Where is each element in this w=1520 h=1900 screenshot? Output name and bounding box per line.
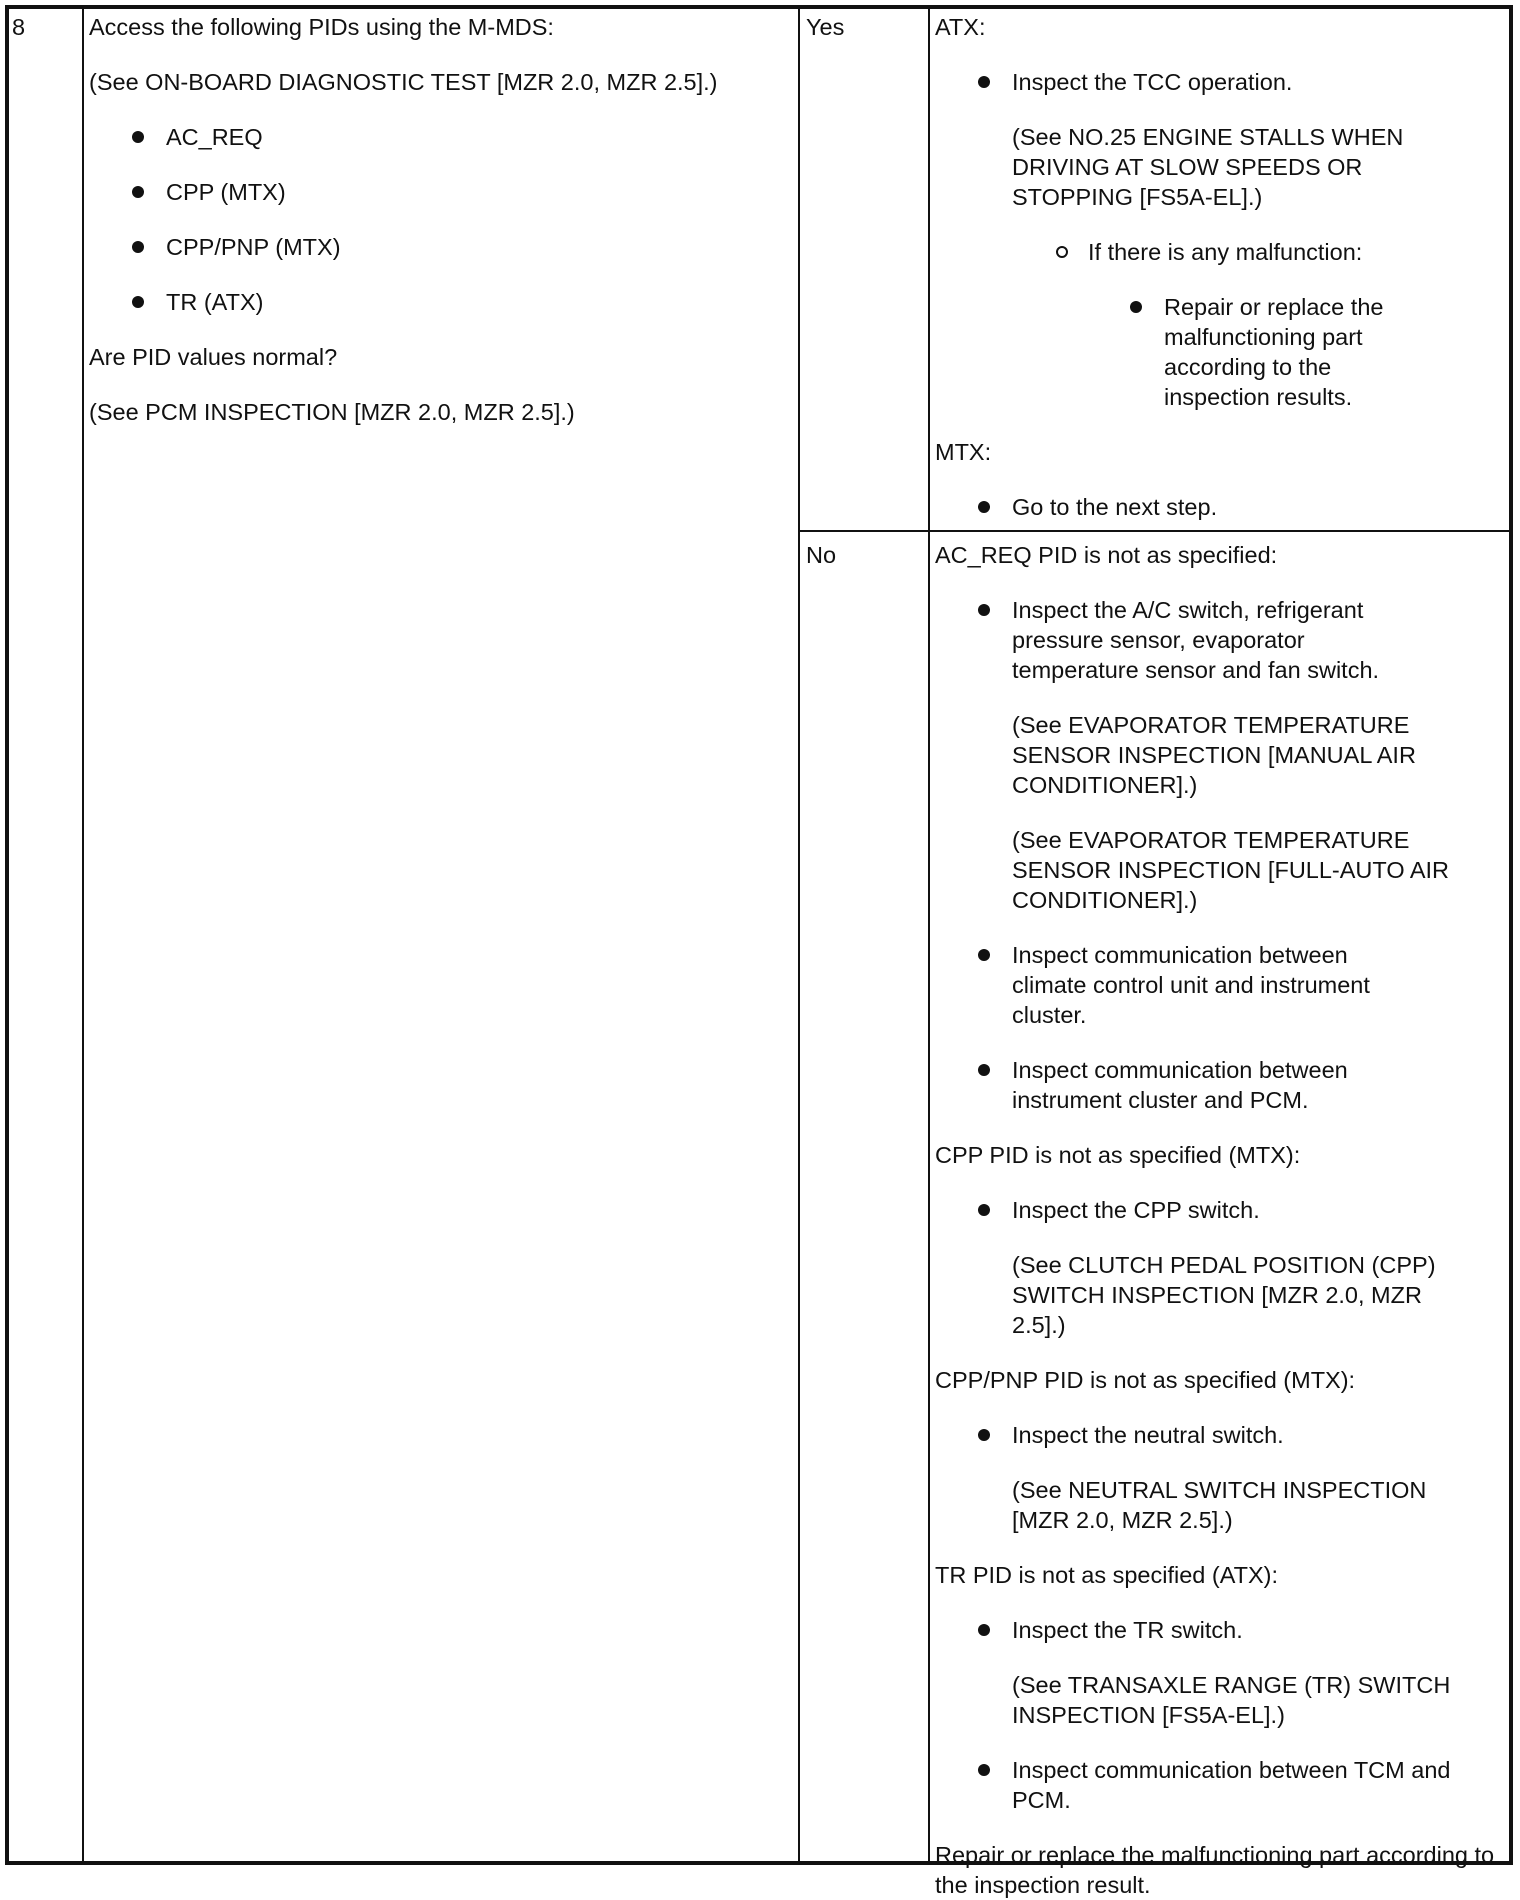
question-cell (89, 12, 789, 452)
acreq-heading: AC_REQ PID is not as specified: (935, 542, 1278, 568)
pid-item: CPP (MTX) (89, 177, 789, 207)
bullet-icon (1130, 301, 1142, 313)
question-ref-pcm: (See PCM INSPECTION [MZR 2.0, MZR 2.5].) (89, 399, 575, 425)
yes-label: Yes (806, 14, 845, 40)
final-action: Repair or replace the malfunctioning part according to the inspection result. (935, 1842, 1495, 1898)
acreq-ref-manual: (See EVAPORATOR TEMPERATURE SENSOR INSPECTION [MANUAL AIR CONDITIONER].) (1012, 712, 1416, 798)
bullet-icon (978, 1764, 990, 1776)
atx-bullet: Inspect the TCC operation. (935, 67, 1507, 97)
cpp-reference: (See CLUTCH PEDAL POSITION (CPP) SWITCH INSPECTION [MZR 2.0, MZR 2.5].) (1012, 1252, 1436, 1338)
tr-bullet-comm: Inspect communication between TCM and PCM. (935, 1755, 1507, 1815)
step-number: 8 (12, 14, 26, 40)
cpppnp-bullet: Inspect the neutral switch. (935, 1420, 1507, 1450)
no-action-cell (935, 540, 1507, 1900)
bullet-icon (132, 186, 144, 198)
no-label: No (806, 542, 837, 568)
acreq-ref-fullauto: (See EVAPORATOR TEMPERATURE SENSOR INSPECTION [FULL-AUTO AIR CONDITIONER].) (1012, 827, 1450, 913)
column-divider-1 (82, 5, 84, 1865)
bullet-icon (132, 241, 144, 253)
column-divider-3 (928, 5, 930, 1865)
acreq-bullet-pcm-comm: Inspect communication between instrument cluster and PCM. (935, 1055, 1387, 1115)
question-intro: Access the following PIDs using the M-MDS: (89, 14, 554, 40)
step-number-cell (12, 12, 78, 42)
cpppnp-reference: (See NEUTRAL SWITCH INSPECTION [MZR 2.0, MZR 2.5].) (1012, 1477, 1427, 1533)
atx-sub-action: Repair or replace the malfunctioning part according to the inspection results. (935, 292, 1414, 412)
bullet-icon (978, 1429, 990, 1441)
question-ref-onboard: (See ON-BOARD DIAGNOSTIC TEST [MZR 2.0, MZR 2.5].) (89, 69, 718, 95)
yes-action-cell (935, 12, 1507, 547)
bullet-icon (132, 131, 144, 143)
tr-reference: (See TRANSAXLE RANGE (TR) SWITCH INSPECTION [FS5A-EL].) (1012, 1672, 1451, 1728)
acreq-bullet-switches: Inspect the A/C switch, refrigerant pressure sensor, evaporator temperature sensor and fan switch. (935, 595, 1407, 685)
pid-item: CPP/PNP (MTX) (89, 232, 789, 262)
bullet-icon (978, 1204, 990, 1216)
question-prompt: Are PID values normal? (89, 344, 338, 370)
bullet-icon (978, 604, 990, 616)
bullet-icon (132, 296, 144, 308)
pid-item: AC_REQ (89, 122, 789, 152)
no-label-cell (806, 540, 924, 570)
hollow-bullet-icon (1056, 246, 1068, 258)
bullet-icon (978, 1064, 990, 1076)
cpp-heading: CPP PID is not as specified (MTX): (935, 1142, 1301, 1168)
mtx-label: MTX: (935, 439, 992, 465)
bullet-icon (978, 1624, 990, 1636)
bullet-icon (978, 949, 990, 961)
atx-reference: (See NO.25 ENGINE STALLS WHEN DRIVING AT SLOW SPEEDS OR STOPPING [FS5A-EL].) (1012, 124, 1404, 210)
acreq-bullet-climate-comm: Inspect communication between climate control unit and instrument cluster. (935, 940, 1407, 1030)
tr-bullet-switch: Inspect the TR switch. (935, 1615, 1507, 1645)
bullet-icon (978, 501, 990, 513)
pid-item: TR (ATX) (89, 287, 789, 317)
column-divider-2 (798, 5, 800, 1865)
cpp-bullet: Inspect the CPP switch. (935, 1195, 1507, 1225)
mtx-bullet: Go to the next step. (935, 492, 1507, 522)
cpppnp-heading: CPP/PNP PID is not as specified (MTX): (935, 1367, 1356, 1393)
bullet-icon (978, 76, 990, 88)
yes-label-cell (806, 12, 924, 42)
atx-sub-condition: If there is any malfunction: (935, 237, 1507, 267)
tr-heading: TR PID is not as specified (ATX): (935, 1562, 1279, 1588)
atx-label: ATX: (935, 14, 986, 40)
